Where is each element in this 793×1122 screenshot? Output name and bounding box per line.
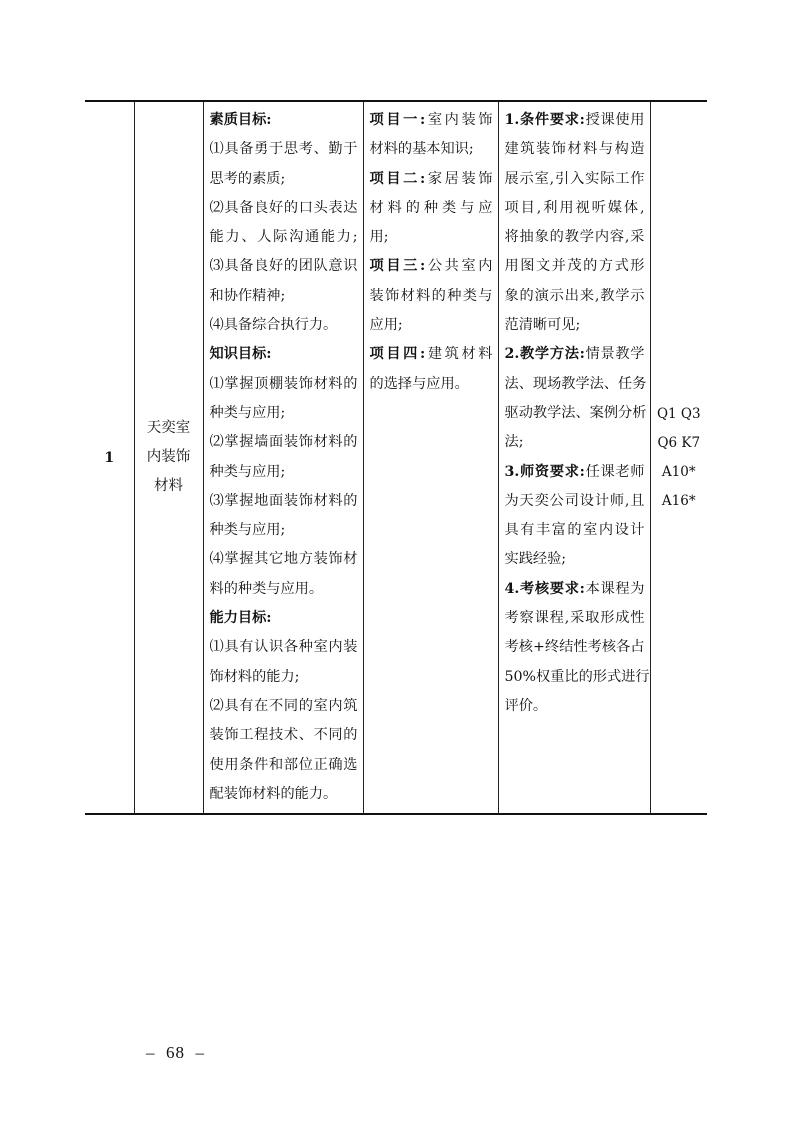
requirement-line-heading: 3.师资要求:	[504, 463, 585, 480]
course-table	[85, 100, 707, 815]
goal-line	[210, 545, 358, 574]
requirement-line-text: 具有丰富的室内设计	[504, 522, 645, 539]
requirement-line-text: 展示室,引入实际工作	[504, 170, 645, 187]
goal-line-text: 能力、人际沟通能力;	[209, 229, 358, 246]
requirement-line	[505, 223, 645, 252]
goal-line-text: 思考的素质;	[209, 170, 286, 187]
course-name-line: 内装饰	[146, 449, 191, 466]
requirement-line-text: 考察课程,采取形成性	[504, 610, 645, 627]
goal-line	[210, 223, 358, 252]
goal-line-text: 种类与应用;	[209, 463, 286, 480]
requirement-line	[505, 545, 645, 574]
requirement-line	[505, 575, 645, 604]
requirement-line-text: 将抽象的教学内容,采	[504, 229, 645, 246]
requirement-line	[505, 399, 645, 428]
project-line	[370, 165, 493, 194]
requirement-line-text: 象的演示出来,教学示	[504, 287, 645, 304]
requirement-line-text: 法;	[504, 434, 524, 451]
goal-line-text: ⑵具有在不同的室内筑	[209, 697, 358, 714]
project-line	[370, 282, 493, 311]
requirement-line-text: 实践经验;	[504, 551, 567, 568]
goal-line	[210, 458, 358, 487]
code-line: A10*	[661, 463, 696, 480]
project-line-text: 室内装饰	[425, 112, 493, 128]
goal-line-text: 种类与应用;	[209, 404, 286, 421]
goal-line	[210, 370, 358, 399]
goal-line	[210, 487, 358, 516]
goal-line-text: 使用条件和部位正确选	[209, 756, 358, 773]
project-line-text: 用;	[369, 229, 389, 246]
requirement-line	[505, 516, 645, 545]
requirements-text	[499, 102, 650, 725]
goal-line	[210, 516, 358, 545]
goal-line	[210, 399, 358, 428]
goal-line-text: ⑵掌握墙面装饰材料的	[209, 434, 358, 451]
project-line-text: 家居装饰	[425, 170, 493, 187]
project-line-text: 装饰材料的种类与	[369, 287, 493, 304]
goals-text	[204, 102, 363, 813]
requirement-line	[505, 487, 645, 516]
requirement-line	[505, 311, 645, 340]
goal-line-text: ⑶掌握地面装饰材料的	[209, 492, 358, 509]
course-name-lines	[135, 414, 203, 501]
course-name-line: 材料	[154, 478, 183, 495]
requirement-line	[505, 428, 645, 457]
requirement-line	[505, 692, 645, 721]
requirement-line-text: 为天奕公司设计师,且	[504, 492, 645, 509]
code-line: Q1 Q3	[656, 405, 701, 422]
goal-line-heading: 知识目标:	[209, 346, 272, 363]
requirement-line-heading: 2.教学方法:	[504, 346, 585, 363]
goal-line-text: ⑶具备良好的团队意识	[209, 258, 358, 275]
goal-line	[210, 721, 358, 750]
requirement-line-text: 任课老师	[584, 463, 645, 480]
goal-line	[210, 780, 358, 809]
goal-line-text: 料的种类与应用。	[209, 580, 324, 597]
project-line-heading: 项目二:	[369, 170, 426, 187]
project-line-text: 材料的种类与应	[369, 199, 493, 216]
requirement-line	[505, 458, 645, 487]
project-line-heading: 项目三:	[369, 258, 426, 275]
goal-line-text: 装饰工程技术、不同的	[209, 727, 358, 744]
code-line: A16*	[661, 492, 696, 509]
goal-line	[210, 575, 358, 604]
project-line	[370, 252, 493, 281]
course-projects	[363, 101, 498, 814]
project-line	[370, 370, 493, 399]
goal-line-text: ⑷具备综合执行力。	[209, 317, 338, 334]
goal-line	[210, 282, 358, 311]
requirement-line	[505, 165, 645, 194]
project-line	[370, 135, 493, 164]
requirement-line-text: 建筑装饰材料与构造	[504, 141, 645, 158]
requirement-line	[505, 194, 645, 223]
project-line-text: 材料的基本知识;	[369, 141, 474, 158]
course-codes	[650, 101, 707, 814]
project-line	[370, 311, 493, 340]
project-line-text: 应用;	[369, 317, 403, 334]
requirement-line-text: 50%权重比的形式进行	[504, 668, 650, 685]
page-number: – 68 –	[146, 1043, 205, 1062]
goal-line	[210, 252, 358, 281]
requirement-line-text: 考核+终结性考核各占	[504, 639, 645, 656]
requirement-line-text: 授课使用	[584, 112, 645, 128]
requirement-line-text: 驱动教学法、案例分析	[504, 404, 647, 421]
requirement-line-text: 情景教学	[584, 346, 645, 363]
requirement-line	[505, 604, 645, 633]
goal-line	[210, 663, 358, 692]
codes-lines	[651, 400, 708, 516]
project-line	[370, 340, 493, 369]
goal-line-text: ⑷掌握其它地方装饰材	[209, 551, 358, 568]
goal-line	[210, 692, 358, 721]
goal-line-heading: 能力目标:	[209, 610, 272, 627]
requirement-line-text: 用图文并茂的方式形	[504, 258, 645, 275]
requirement-line-text: 法、现场教学法、任务	[504, 375, 647, 392]
requirement-line	[505, 370, 645, 399]
goal-line	[210, 604, 358, 633]
goal-line-text: 配装饰材料的能力。	[209, 785, 338, 802]
goal-line	[210, 194, 358, 223]
row-number: 1	[85, 101, 134, 814]
goal-line-text: 饰材料的能力;	[209, 668, 300, 685]
requirement-line	[505, 135, 645, 164]
goal-line-text: ⑴具备勇于思考、勤于	[209, 141, 358, 158]
goal-line-heading: 素质目标:	[209, 112, 272, 128]
requirement-line	[505, 106, 645, 135]
goal-line-text: ⑴具有认识各种室内装	[209, 639, 358, 656]
goal-line	[210, 135, 358, 164]
table-row	[85, 101, 707, 814]
requirement-line-text: 本课程为	[584, 580, 645, 597]
goal-line	[210, 106, 358, 135]
requirement-line	[505, 282, 645, 311]
requirement-line	[505, 340, 645, 369]
requirement-line	[504, 663, 650, 692]
requirement-line-text: 项目,利用视听媒体,	[504, 199, 645, 216]
goal-line	[210, 340, 358, 369]
projects-text	[364, 102, 498, 403]
project-line	[370, 194, 493, 223]
requirement-line	[505, 252, 645, 281]
project-line-text: 建筑材料	[425, 346, 493, 363]
requirement-line-heading: 4.考核要求:	[504, 580, 585, 597]
course-name-line: 天奕室	[146, 420, 191, 437]
requirement-line-text: 评价。	[504, 697, 548, 714]
project-line-text: 公共室内	[425, 258, 493, 275]
course-name	[134, 101, 203, 814]
project-line	[370, 223, 493, 252]
course-goals	[203, 101, 363, 814]
goal-line-text: ⑴掌握顶棚装饰材料的	[209, 375, 358, 392]
project-line-text: 的选择与应用。	[369, 375, 469, 392]
goal-line	[210, 633, 358, 662]
goal-line-text: 和协作精神;	[209, 287, 286, 304]
requirement-line-heading: 1.条件要求:	[504, 112, 585, 128]
goal-line	[210, 428, 358, 457]
goal-line	[210, 751, 358, 780]
goal-line-text: ⑵具备良好的口头表达	[209, 199, 358, 216]
requirement-line-text: 范清晰可见;	[504, 317, 581, 334]
requirement-line	[505, 633, 645, 662]
project-line	[370, 106, 493, 135]
code-line: Q6 K7	[657, 434, 701, 451]
goal-line	[210, 311, 358, 340]
course-requirements	[498, 101, 650, 814]
goal-line	[210, 165, 358, 194]
goal-line-text: 种类与应用;	[209, 522, 286, 539]
project-line-heading: 项目四:	[369, 346, 426, 363]
project-line-heading: 项目一:	[369, 112, 426, 128]
